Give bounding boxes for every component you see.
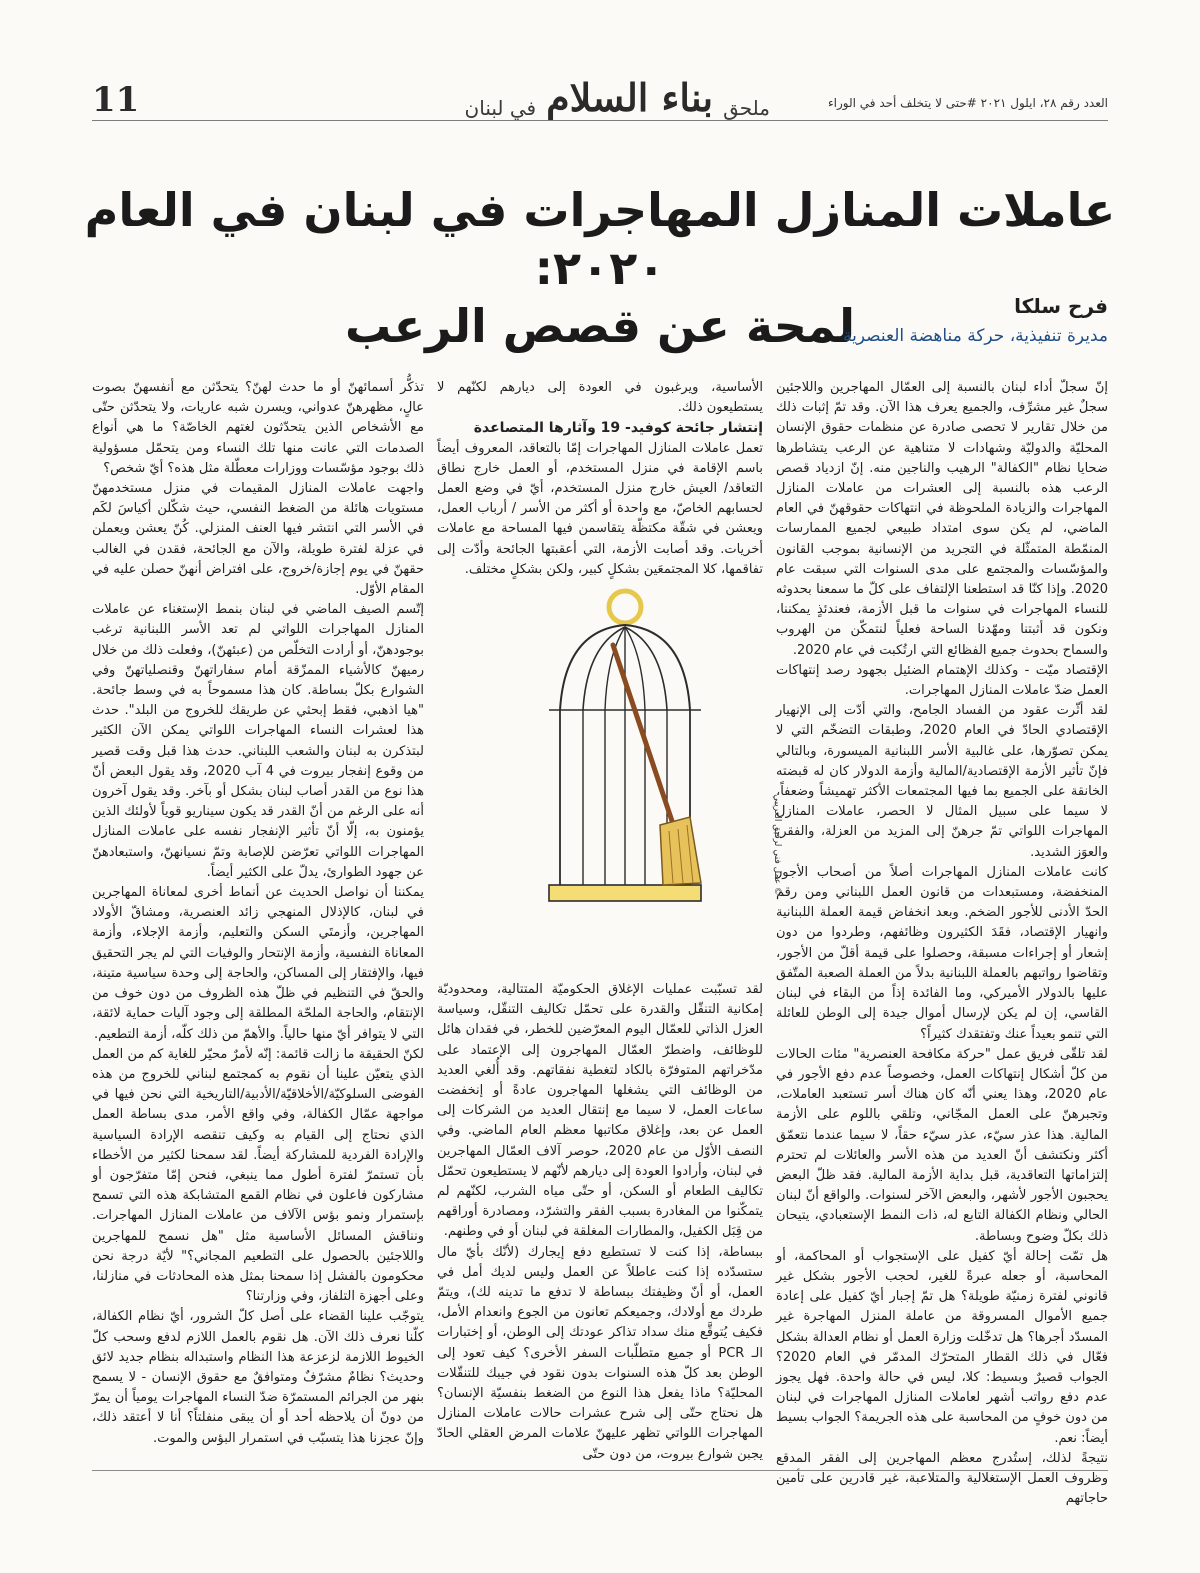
article-column-2-bottom <box>437 980 763 1465</box>
paragraph: الأساسية، ويرغبون في العودة إلى ديارهم لكنّهم لا يستطيعون ذلك. <box>437 380 763 416</box>
paragraph: نتيجةً لذلك، إستُدرج معظم المهاجرين إلى الفقر المدقع وظروف العمل الإستغلالية والمتلاعبة، غير قادرين على تأمين حاجاتهم <box>776 1450 1108 1507</box>
paragraph: هل تمّت إحالة أيّ كفيل على الإستجواب أو المحاكمة، أو المحاسبة، أو جعله عبرةً للغير، لحجب الأجور بشكل غير قانوني لفترة زمنيّة طويلة؟ هل تمّ إجبار أيّ كفيل على إعادة جميع الأموال المسروقة من عاملة المنزل المهاجرة غير المسدّد أجرها؟ هل تدخّلت وزارة العمل أو نظام العدالة بشكل فعّال في ذلك القطار المتحرّك المدمّر في العام 2020؟ الجواب قصيرٌ وبسيط: كلا، ليس في حالة واحدة. فهل يجوز عدم دفع رواتب أشهر لعاملات المنازل المهاجرات في لبنان من دون خوفٍ من المحاسبة على هذه الجريمة؟ الجواب بسيط أيضاً: نعم. <box>776 1248 1108 1446</box>
header-divider <box>92 120 1108 121</box>
paragraph: لقد تلقّى فريق عمل "حركة مكافحة العنصرية" مئات الحالات من كلّ أشكال إنتهاكات العمل، وخصوصاً عدم دفع الأجور في عام 2020، وهذا يعني أنّه كان هناك أسر تستعبد العاملات، وتجبرهنّ على العمل المجّاني، وتلقي باللوم على الأزمة المالية. هذا عذر سيّء، عذر سيّء حقاً، لا سيما عندما نتعمّق أكثر ونكتشف أنّ العديد من هذه الأسر والعائلات لم تحترم إلتزاماتها التعاقدية، قبل بداية الأزمة المالية. فقد ظلّ البعض يحجبون الأجور لأشهر، والبعض الآخر لسنوات. والواقع أنّ لبنان الحالي ونظام الكفالة التابع له، ذات النمط الإستعبادي، يتيحان ذلك بكلّ وضوح وبساطة. <box>776 1046 1108 1244</box>
page-number: 11 <box>92 80 140 120</box>
article-column-3 <box>92 378 424 1449</box>
paragraph: يمكننا أن نواصل الحديث عن أنماط أخرى لمعاناة المهاجرين في لبنان، كالإذلال المنهجي زائد العنصرية، ومشاقّ الأولاد المهاجرين، وأزمتَي السكن والتعليم، وأزمة الإجلاء، وأزمة المعاناة النفسية، وأزمة الإنتحار والوفيات التي لم يجر التحقيق فيها، والإفتقار إلى المساكن، والحاجة إلى وحدة سياسية متينة، والحقّ في التنظيم في ظلّ هذه الظروف من دون خوف من الإنتقام، والحاجة الملحّة المطلقة إلى وجود آليات حماية لائقة، التي لا يتوافر أيّ منها حالياً. والأهمّ من ذلك كلّه، أزمة التطعيم. <box>92 885 424 1042</box>
paragraph: الإقتصاد ميّت - وكذلك الإهتمام الضئيل بجهود رصد إنتهاكات العمل ضدّ عاملات المنازل المهاجرات. <box>776 662 1108 699</box>
paragraph: ببساطة، إذا كنت لا تستطيع دفع إيجارك (لأنّك بأيّ مال ستسدّده إذا كنت عاطلاً عن العمل وليس لديك أمل في العمل، أو أنّ وظيفتك ببساطة لا تدفع ما تدينه لك)، ويتمّ طردك مع أولادك، وجميعكم تعانون من الجوع وانعدام الأمل، فكيف يُتوقَّع منك سداد تذاكر عودتك إلى الوطن، أو إختبارات الـ PCR أو جميع متطلّبات السفر الأخرى؟ كيف تعود إلى الوطن بعد كلّ هذه السنوات بدون نقود في جيبك للتنقّلات المحليّة؟ ماذا يفعل هذا النوع من الضغط بنفسيّة الإنسان؟ هل نحتاج حتّى إلى شرح عشرات حالات عاملات المنازل المهاجرات اللواتي تظهر عليهنّ علامات المرض العقلي الحادّ يجبن شوارع بيروت، من دون حتّى <box>437 1244 764 1462</box>
author-role: مديرة تنفيذية، حركة مناهضة العنصرية <box>842 326 1108 346</box>
paragraph: لقد تسبّبت عمليات الإغلاق الحكوميّة المتتالية، ومحدوديّة إمكانية التنقّل والقدرة على تحمّل تكاليف التنقّل، وسياسة العزل الذاتي للعمّال اليوم المعرّضين للخطر، في فقدان هائل للوظائف، واضطرّ العمّال المهاجرون إلى الإعتماد على مدّخراتهم المتوفرّة بالكاد لتغطية نفقاتهم. وقد أُلغي العديد من الوظائف التي يشغلها المهاجرون عادةً أو إنخفضت ساعات العمل، لا سيما مع إنتقال العديد من الشركات إلى العمل عن بعد، وإغلاق مكاتبها معظم العام الماضي. وفي النصف الأوّل من عام 2020، حوصر آلاف العمّال المهاجرين في لبنان، وأرادوا العودة إلى ديارهم لأنّهم لا يستطيعون تحمّل تكاليف الطعام أو السكن، أو حتّى مياه الشرب، لكنّهم لم يتمكّنوا من المغادرة بسبب الفقر والتشرّد، ومصادرة أوراقهم من قِبَل الكفيل، والمطارات المغلقة في لبنان أو في وطنهم. <box>437 982 763 1240</box>
footer-divider <box>92 1470 1108 1471</box>
masthead <box>430 70 770 120</box>
byline <box>843 294 1108 346</box>
paragraph: يتوجّب علينا القضاء على أصل كلّ الشرور، أيّ نظام الكفالة، كلّنا نعرف ذلك الآن. هل نقوم بالعمل اللازم لدفع وسحب كلّ الخيوط اللازمة لزعزعة هذا النظام واستبداله بنظام جديد لائق وحديث؟ نظامٌ مشرّفٌ ومتوافقٌ مع حقوق الإنسان - لا يسمح بنهر من الجرائم المستمرّة ضدّ النساء المهاجرات يومياً أن يمرّ من دونّ أن يلاحظه أحد أو أن يبقى منفلتاً؟ أنا لا أعتقد ذلك، وإنّ عجزنا هذا يتسبّب في استمرار البؤس والموت. <box>92 1309 424 1446</box>
article-column-1 <box>776 378 1108 1509</box>
paragraph: تذكُّر أسمائهنّ أو ما حدث لهنّ؟ يتحدّثن مع أنفسهنّ بصوت عالٍ، مظهرهنّ عدواني، ويسرن شبه عاريات، ولا يتحدّثن حتّى مع الأشخاص الذين يتحدّثون لغتهم الخاصّة؟ ما هي أنواع الصدمات التي عانت منها تلك النساء ومن يتحمّل مسؤولية ذلك بوجود مؤسّسات ووزارات معطّلة مثل هذه؟ أيّ شخص؟ <box>92 380 424 476</box>
paragraph: إتّسم الصيف الماضي في لبنان بنمط الإستغناء عن عاملات المنازل المهاجرات اللواتي لم تعد الأسر اللبنانية ترغب بوجودهنّ، أو أرادت التخلّص من (عبئهنّ)، وفعلت ذلك من خلال رميهنّ كالأشياء الممزّقة أمام سفاراتهنّ وقنصلياتهنّ وفي الشوارع بكلّ بساطة. كان هذا مسموحاً به في وسط جائحة. "هيا اذهبي، فقط إبحثي عن طريقك للخروج من البلد". حدث هذا لعشرات النساء المهاجرات اللواتي يمكن الآن الكثير لبتذكرن به لبنان والشعب اللبناني. حدث هذا قبل وقت قصير من وقوع إنفجار بيروت في 4 آب 2020، وقد يقول البعض أنّ هذا نوع من القدر أصاب لبنان بشكل أو بآخر. وقد يقول آخرون أنه على الرغم من أنّ القدر قد يكون سيناريو قوياً لأولئك الذين يؤمنون به، إلّا أنّ تأثير الإنفجار نفسه على عاملات المنازل المهاجرات اللواتي تعرّضن للإصابة وتمّ نسيانهنّ، واستبعادهنّ عن جهود الطوارئ، يدلّ على الكثير أيضاً. <box>92 602 424 880</box>
paragraph: واجهت عاملات المنازل المقيمات في منزل مستخدمهنّ مستويات هائلة من الضغط النفسي، حيث شكّلن أكياسَ لكَم في الأسر التي انتشر فيها العنف المنزلي. كُنّ يعشن ويعملن في عزلة لفترة طويلة، والآن مع الجائحة، فقدن في الغالب حقهنّ في يوم إجازة/خروج، على افتراض أنهنّ حصلن عليه في المقام الأوّل. <box>92 481 424 598</box>
masthead-prefix: ملحق <box>723 96 770 120</box>
paragraph: لقد أثّرت عقود من الفساد الجامح، والتي أدّت إلى الإنهيار الإقتصادي الحادّ في العام 2020، وطبقات التضخّم التي لا يمكن تصوّرها، على غالبية الأسر اللبنانية الميسورة، وبالتالي فإنّ تأثير الأزمة الإقتصادية/المالية وأزمة الدولار كان له قبضته الخانقة على الجميع بما فيها المجتمعات الأكثر تهميشاً وضعفاً، لا سيما على سبيل المثال لا الحصر، عاملات المنازل المهاجرات اللواتي تمّ جرهنّ إلى المزيد من العزلة، والفقر، والعوَز الشديد. <box>776 703 1108 860</box>
headline-line-2: لمحة عن قصص الرعب <box>345 299 855 354</box>
issue-line: العدد رقم ٢٨، ايلول ٢٠٢١ #حتى لا يتخلف أحد في الوراء <box>827 96 1108 110</box>
paragraph: كانت عاملات المنازل المهاجرات أصلاً من أصحاب الأجور المنخفضة، ومستبعدات من قانون العمل اللبناني ومن رقم الحدّ الأدنى للأجور الضخم. وبعد انخفاض قيمة العملة اللبنانية وانهيار الإقتصاد، فقَدَ الكثيرون وظائفهم، وطردوا من دون إشعار أو إجراءات مسبقة، وحصلوا على قيمة أقلّ من الأجور، وتقاضوا رواتبهم بالعملة اللبنانية بدلاً من العملة الصعبة المتّفق عليها بالدولار الأميركي، وما الفائدة إذاً من البقاء في لبنان القاسي، إن لم يكن لإرسال أموال جيدة إلى الوطن للعائلة التي تنمو بعيداً عنك وتفتقدك كثيراً؟ <box>776 864 1108 1042</box>
headline-line-1: عاملات المنازل المهاجرات في لبنان في العام ٢٠٢٠: <box>84 183 1116 296</box>
illustration-credit: © عمل فني لرفيق العريبي <box>772 794 782 896</box>
section-subheading: إنتشار جائحة كوفيد- 19 وآثارها المتصاعدة <box>473 420 763 437</box>
paragraph: لكنّ الحقيقة ما زالت قائمة: إنّه لأمرٌ محيّر للغاية كم من العمل الذي يتعيّن علينا أن نقوم به كمجتمع لبناني للخروج من هذه الفوضى السلوكيّة/الأخلاقيّة/الأدبية/التاريخية التي نحن فيها في مواجهة عمّال الكفالة، وفي واقع الأمر، مدى بساطة العمل الذي نحتاج إلى القيام به وكيف تنقصه الإرادة السياسية والإرادة الفردية للمشاركة أيضاً. لقد سمحنا لكثير من الأخطاء بأن تستمرّ لفترة أطول مما ينبغي، فنحن إمّا متفرّجون أو مشاركون فاعلون في نظام القمع المتشابكة هذه التي تسمح بإستمرار ونمو بؤس الآلاف من عاملات المنازل المهاجرات. ونناقش المسائل الأساسية مثل "هل نسمح للمهاجرين واللاجئين بالحصول على التطعيم المجاني؟" لأيّة درجة نحن محكومون بالفشل إذا سمحنا بمثل هذه المحادثات في منازلنا، وعلى أجهزة التلفاز، وفي وزارتنا؟ <box>92 1046 424 1305</box>
paragraph: إنّ سجلّ أداء لبنان بالنسبة إلى العمّال المهاجرين واللاجئين سجلٌ غير مشرِّف، والجميع يعرف هذا الآن. وقد تمّ إثبات ذلك من خلال تقارير لا تحصى صادرة عن منظمات حقوق الإنسان المحليّة والدوليّة وشهادات لا متناهية عن الرعب يتشاطرها ضحايا نظام "الكفالة" الرهيب والناجين منه. إنّ ازدياد قصص الرعب هذه بالنسبة إلى العشرات من عاملات المنازل المهاجرات والزيادة الملحوظة في انتهاكات حقوقهنّ في العام الماضي، لم يكن سوى امتداد طبيعي لجميع الممارسات المنمّطة المتمثّلة في التجريد من الإنسانية بموجب القانون والمؤسّسات والمجتمع على مدى السنوات التي سبقت عام 2020. وإذا كنّا قد استطعنا الإلتفاف على كلّ ما سمعنا بحدوثه للنساء المهاجرات في سنوات ما قبل الأزمة، فعندئذٍ يمكننا، ونكون قد أثبتنا ومهّدنا الساحة فعلياً لنتمكّن من الهروب والسماح بحدوث جميع الفظائع التي ارتُكبت في عام 2020. <box>776 380 1108 658</box>
birdcage-illustration <box>465 585 795 935</box>
masthead-suffix: في لبنان <box>464 96 537 120</box>
masthead-name: بناء السلام <box>546 75 714 120</box>
paragraph: تعمل عاملات المنازل المهاجرات إمّا بالتعاقد، المعروف أيضاً باسم الإقامة في منزل المستخدم، أو العمل خارج نطاق التعاقد/ العيش خارج منزل المستخدم، أيّ في وضع العمل لحسابهم الخاصّ، مع واحدة أو أكثر من الأسر / أرباب العمل، ويعشن في شقّة مكتظّة يتقاسمن فيها المساحة مع عاملات أخريات. وقد أصابت الأزمة، التي أعقبتها الجائحة وأدّت إلى تفاقمها، كلا المجتمعَين بشكلٍ كبير، ولكن بشكلٍ مختلف. <box>437 440 763 577</box>
author-name: فرح سلكا <box>1014 294 1108 318</box>
article-column-2 <box>437 378 763 580</box>
birdcage-broom-icon <box>465 585 795 935</box>
